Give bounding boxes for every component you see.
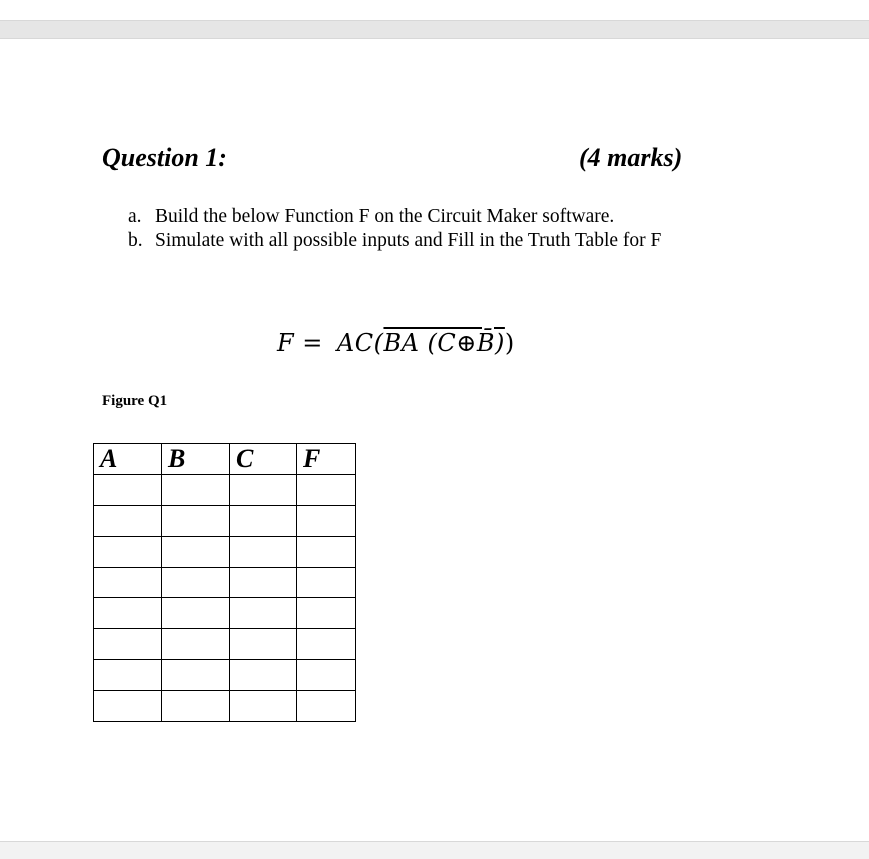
table-row bbox=[94, 474, 356, 505]
table-cell[interactable] bbox=[297, 536, 356, 567]
table-cell[interactable] bbox=[162, 505, 230, 536]
table-cell[interactable] bbox=[297, 691, 356, 722]
table-row bbox=[94, 598, 356, 629]
table-cell[interactable] bbox=[297, 629, 356, 660]
table-cell[interactable] bbox=[162, 474, 230, 505]
table-cell[interactable] bbox=[94, 629, 162, 660]
instruction-list bbox=[128, 205, 661, 253]
table-cell[interactable] bbox=[230, 629, 297, 660]
table-cell[interactable] bbox=[297, 474, 356, 505]
table-cell[interactable] bbox=[94, 567, 162, 598]
formula-lhs: F = bbox=[277, 329, 323, 357]
formula-suffix: ) bbox=[504, 329, 515, 357]
instruction-item bbox=[128, 229, 661, 253]
truth-table-header-row bbox=[94, 444, 356, 475]
table-row bbox=[94, 567, 356, 598]
formula-prefix: AC( bbox=[336, 329, 384, 357]
table-cell[interactable] bbox=[230, 505, 297, 536]
table-cell[interactable] bbox=[94, 691, 162, 722]
table-cell[interactable] bbox=[230, 691, 297, 722]
question-title: Question 1: bbox=[102, 143, 227, 172]
instruction-letter: b. bbox=[128, 230, 143, 251]
question-marks: (4 marks) bbox=[579, 143, 683, 172]
table-row bbox=[94, 629, 356, 660]
instruction-text: Simulate with all possible inputs and Fill in the Truth Table for F bbox=[155, 230, 662, 251]
table-row bbox=[94, 505, 356, 536]
header-cell-b: B bbox=[162, 444, 230, 475]
table-cell[interactable] bbox=[230, 660, 297, 691]
header-cell-f: F bbox=[297, 444, 356, 475]
table-cell[interactable] bbox=[162, 536, 230, 567]
instruction-letter: a. bbox=[128, 206, 142, 227]
header-cell-c: C bbox=[230, 444, 297, 475]
table-cell[interactable] bbox=[162, 598, 230, 629]
table-cell[interactable] bbox=[162, 629, 230, 660]
table-cell[interactable] bbox=[94, 474, 162, 505]
table-cell[interactable] bbox=[230, 474, 297, 505]
table-row bbox=[94, 536, 356, 567]
table-cell[interactable] bbox=[94, 505, 162, 536]
top-toolbar-band bbox=[0, 20, 869, 39]
table-cell[interactable] bbox=[94, 598, 162, 629]
table-cell[interactable] bbox=[162, 691, 230, 722]
table-cell[interactable] bbox=[297, 567, 356, 598]
boolean-formula bbox=[277, 329, 515, 357]
truth-table bbox=[93, 443, 356, 722]
table-cell[interactable] bbox=[162, 660, 230, 691]
table-cell[interactable] bbox=[94, 660, 162, 691]
table-cell[interactable] bbox=[297, 660, 356, 691]
table-row bbox=[94, 660, 356, 691]
table-cell[interactable] bbox=[230, 567, 297, 598]
table-cell[interactable] bbox=[162, 567, 230, 598]
header-cell-a: A bbox=[94, 444, 162, 475]
formula-overlined-term: BA (C⊕B̄) bbox=[383, 329, 505, 357]
table-cell[interactable] bbox=[94, 536, 162, 567]
figure-caption: Figure Q1 bbox=[102, 393, 168, 409]
table-cell[interactable] bbox=[297, 505, 356, 536]
instruction-text: Build the below Function F on the Circuit Maker software. bbox=[155, 206, 615, 227]
table-row bbox=[94, 691, 356, 722]
instruction-item bbox=[128, 205, 661, 229]
bottom-status-band bbox=[0, 841, 869, 859]
table-cell[interactable] bbox=[297, 598, 356, 629]
table-cell[interactable] bbox=[230, 598, 297, 629]
table-cell[interactable] bbox=[230, 536, 297, 567]
